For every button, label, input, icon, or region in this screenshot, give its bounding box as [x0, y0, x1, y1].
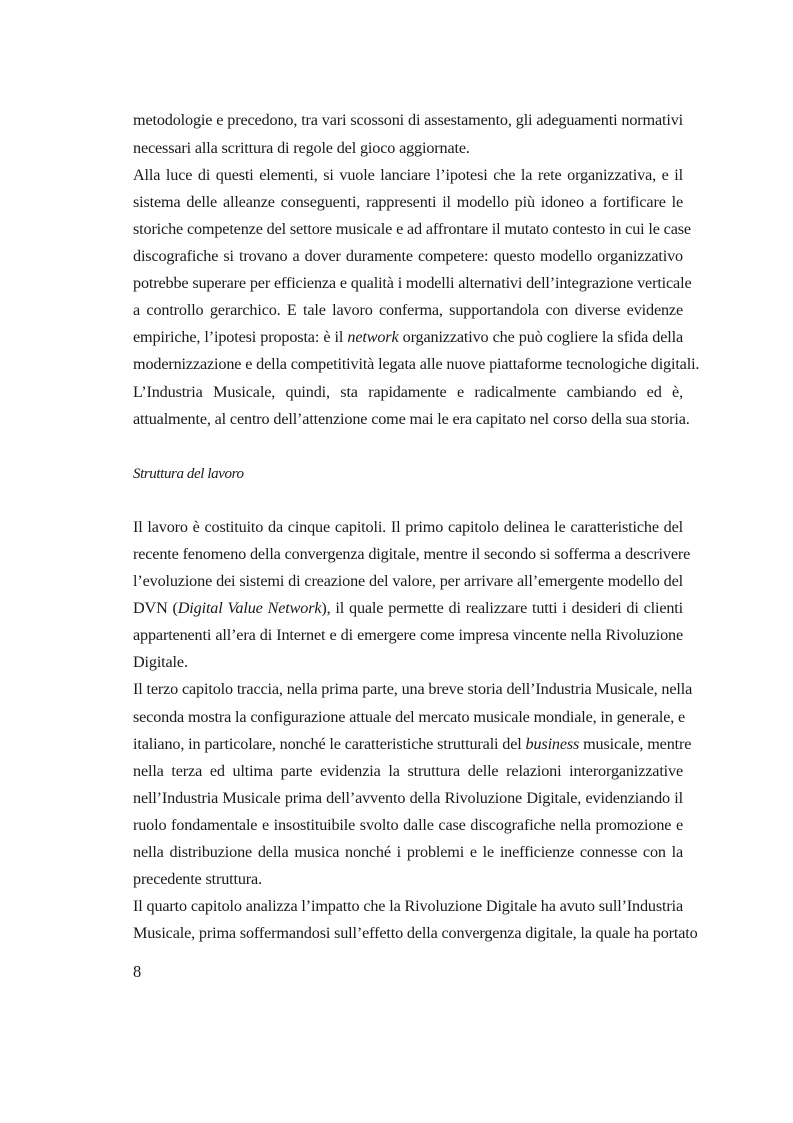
text-line: Il terzo capitolo traccia, nella prima parte, una breve storia dell’Industria Musicale, nella — [133, 680, 693, 698]
text-line: nella distribuzione della musica nonché i problemi e le inefficienze connesse con la — [133, 843, 683, 861]
text-line — [133, 325, 683, 349]
text-line: metodologie e precedono, tra vari scossoni di assestamento, gli adeguamenti normativi — [133, 111, 683, 129]
text-line: recente fenomeno della convergenza digitale, mentre il secondo si sofferma a descrivere — [133, 545, 691, 563]
text-line: nell’Industria Musicale prima dell’avvento della Rivoluzione Digitale, evidenziando il — [133, 789, 683, 807]
text-line: Il lavoro è costituito da cinque capitoli. Il primo capitolo delinea le caratteristiche del — [133, 518, 683, 536]
text-run: musicale, mentre — [579, 735, 692, 753]
page-number: 8 — [133, 962, 142, 981]
italic-term: business — [525, 735, 580, 753]
text-run: ), il quale permette di realizzare tutti i desideri di clienti — [321, 599, 683, 617]
text-run: empiriche, l’ipotesi proposta: è il — [133, 328, 348, 346]
text-line — [133, 732, 692, 756]
text-line: potrebbe superare per efficienza e qualità i modelli alternativi dell’integrazione verticale — [133, 274, 692, 292]
text-line: sistema delle alleanze conseguenti, rappresenti il modello più idoneo a fortificare le — [133, 193, 683, 211]
text-run: organizzativo che può cogliere la sfida della — [398, 328, 683, 346]
text-line: modernizzazione e della competitività legata alle nuove piattaforme tecnologiche digitali. — [133, 355, 700, 373]
text-line: discografiche si trovano a dover duramente competere: questo modello organizzativo — [133, 247, 683, 265]
text-line: Digitale. — [133, 653, 188, 671]
text-line: ruolo fondamentale e insostituibile svolto dalle case discografiche nella promozione e — [133, 816, 683, 834]
section-heading: Struttura del lavoro — [133, 466, 244, 482]
italic-term: network — [347, 328, 399, 346]
text-line: Alla luce di questi elementi, si vuole lanciare l’ipotesi che la rete organizzativa, e il — [133, 166, 683, 184]
text-line: seconda mostra la configurazione attuale del mercato musicale mondiale, in generale, e — [133, 708, 686, 726]
text-line: Musicale, prima soffermandosi sull’effetto della convergenza digitale, la quale ha portato — [133, 924, 698, 942]
text-run: DVN ( — [133, 599, 178, 617]
text-line: precedente struttura. — [133, 870, 262, 888]
text-run: italiano, in particolare, nonché le caratteristiche strutturali del — [133, 735, 526, 753]
text-line: appartenenti all’era di Internet e di emergere come impresa vincente nella Rivoluzione — [133, 626, 683, 644]
italic-term: Digital Value Network — [177, 599, 322, 617]
text-line: L’Industria Musicale, quindi, sta rapidamente e radicalmente cambiando ed è, — [133, 383, 683, 401]
text-line: necessari alla scrittura di regole del gioco aggiornate. — [133, 139, 470, 157]
text-line: attualmente, al centro dell’attenzione come mai le era capitato nel corso della sua storia. — [133, 410, 690, 428]
text-line: l’evoluzione dei sistemi di creazione del valore, per arrivare all’emergente modello del — [133, 572, 683, 590]
text-line: Il quarto capitolo analizza l’impatto che la Rivoluzione Digitale ha avuto sull’Industria — [133, 897, 683, 915]
text-line — [133, 596, 683, 620]
text-line: nella terza ed ultima parte evidenzia la struttura delle relazioni interorganizzative — [133, 762, 683, 780]
text-line: a controllo gerarchico. E tale lavoro conferma, supportandola con diverse evidenze — [133, 301, 683, 319]
text-line: storiche competenze del settore musicale e ad affrontare il mutato contesto in cui le case — [133, 220, 691, 238]
